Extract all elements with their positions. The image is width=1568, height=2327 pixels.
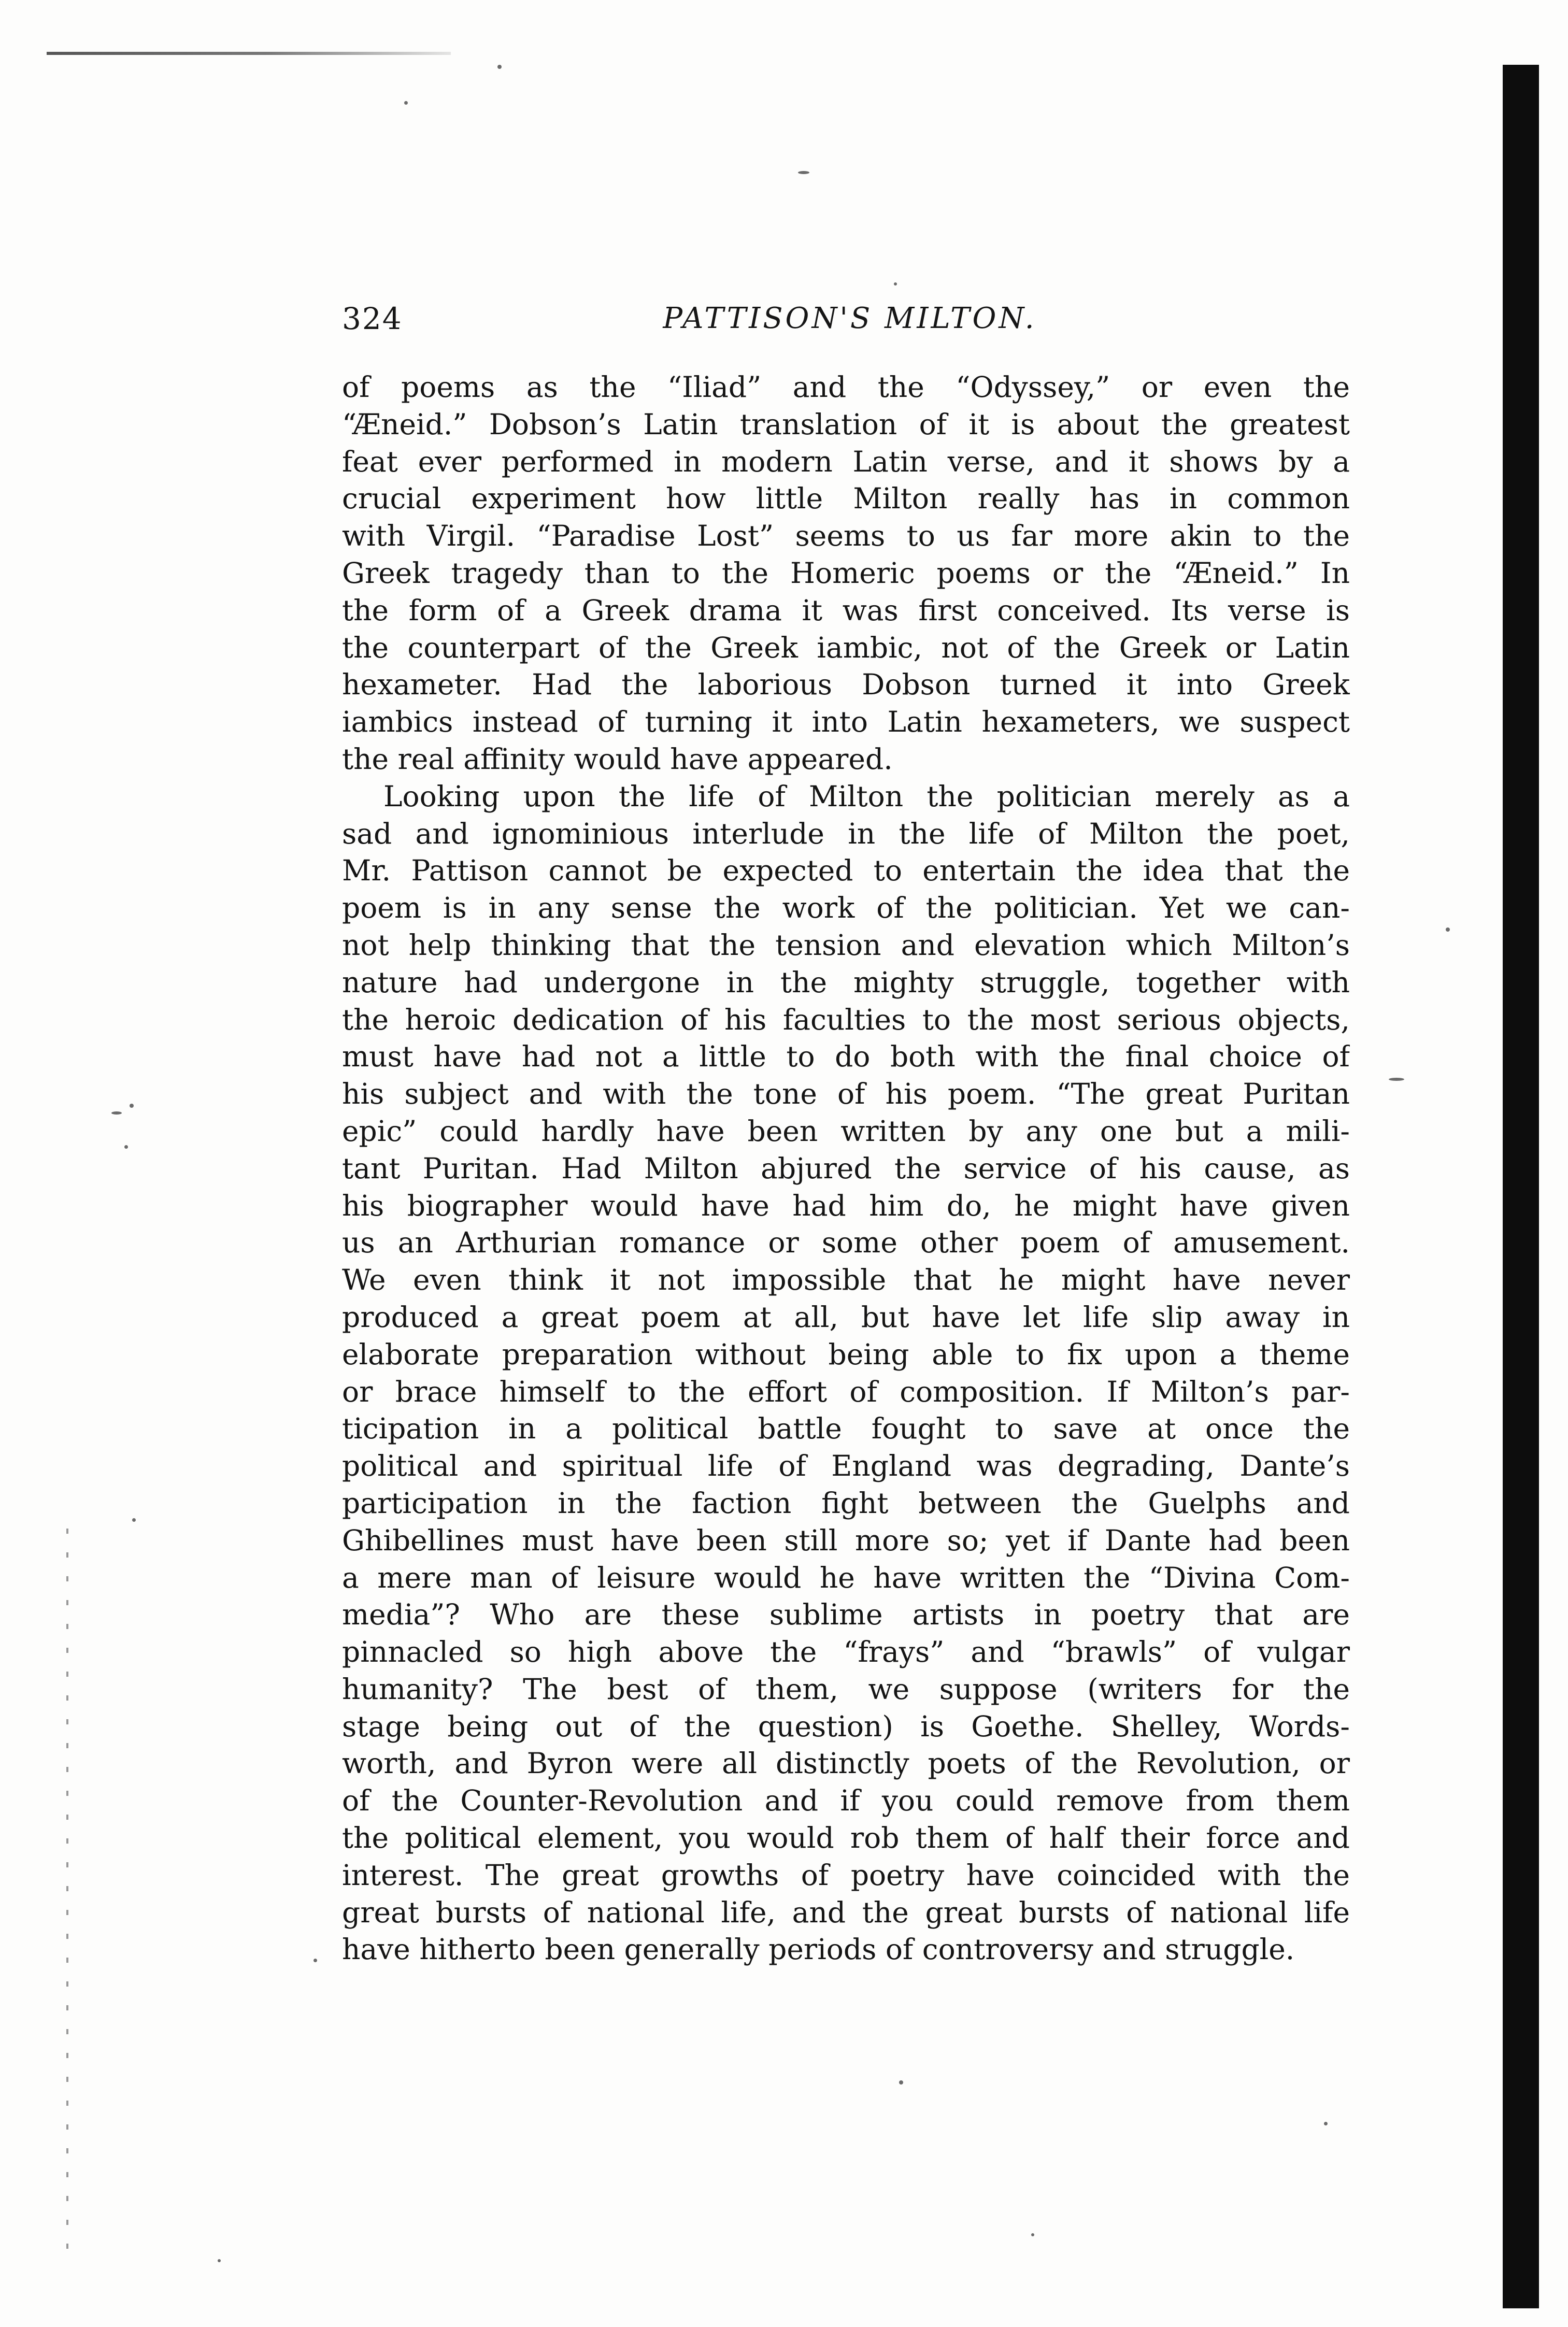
scan-speck [899, 2080, 903, 2085]
text-line: the form of a Greek drama it was first conceived. Its verse is [342, 593, 1350, 627]
binding-shadow-edge [1503, 65, 1539, 2308]
scan-speck [894, 282, 897, 285]
text-line: Mr. Pattison cannot be expected to entertain the idea that the [342, 854, 1350, 888]
scan-speck [124, 1145, 128, 1149]
page-header [342, 298, 1358, 345]
text-line: the political element, you would rob them of half their force and [342, 1821, 1350, 1855]
text-line: interest. The great growths of poetry have coincided with the [342, 1858, 1350, 1892]
body-text [342, 369, 1350, 1968]
text-line: with Virgil. “Paradise Lost” seems to us far more akin to the [342, 519, 1350, 553]
scan-speck [132, 1518, 136, 1522]
text-line: Ghibellines must have been still more so; yet if Dante had been [342, 1523, 1350, 1557]
text-line: poem is in any sense the work of the politician. Yet we can- [342, 891, 1350, 925]
text-line: epic” could hardly have been written by any one but a mili- [342, 1114, 1350, 1148]
text-line: hexameter. Had the laborious Dobson turned it into Greek [342, 668, 1350, 702]
text-line: not help thinking that the tension and elevation which Milton’s [342, 928, 1350, 962]
text-line: of the Counter-Revolution and if you could remove from them [342, 1784, 1350, 1818]
text-line: great bursts of national life, and the great bursts of national life [342, 1895, 1350, 1929]
text-line: We even think it not impossible that he might have never [342, 1263, 1350, 1297]
text-line: worth, and Byron were all distinctly poets of the Revolution, or [342, 1747, 1350, 1780]
scan-speck [1389, 1078, 1404, 1081]
text-line: or brace himself to the effort of composition. If Milton’s par- [342, 1375, 1350, 1408]
text-line: ticipation in a political battle fought to save at once the [342, 1412, 1350, 1446]
text-line: a mere man of leisure would he have written the “Divina Com- [342, 1561, 1350, 1594]
text-line: political and spiritual life of England was degrading, Dante’s [342, 1449, 1350, 1483]
text-line: the heroic dedication of his faculties to the most serious objects, [342, 1003, 1350, 1036]
scan-edge-rule [47, 52, 451, 55]
text-line: have hitherto been generally periods of controversy and struggle. [342, 1933, 1295, 1966]
text-line: the counterpart of the Greek iambic, not of the Greek or Latin [342, 631, 1350, 664]
text-line: participation in the faction fight between the Guelphs and [342, 1486, 1350, 1520]
text-line: produced a great poem at all, but have let life slip away in [342, 1300, 1350, 1334]
text-line: nature had undergone in the mighty struggle, together with [342, 965, 1350, 999]
text-line: crucial experiment how little Milton really has in common [342, 482, 1350, 516]
text-line: media”? Who are these sublime artists in poetry that are [342, 1598, 1350, 1632]
scan-speck [404, 101, 408, 105]
text-line: of poems as the “Iliad” and the “Odyssey,” or even the [342, 370, 1350, 404]
scan-speck [218, 2259, 221, 2262]
text-line: his biographer would have had him do, he might have given [342, 1189, 1350, 1222]
scan-dot-artifacts [66, 1529, 68, 2254]
text-line: humanity? The best of them, we suppose (writers for the [342, 1672, 1350, 1706]
text-line: sad and ignominious interlude in the life of Milton the poet, [342, 817, 1350, 850]
scan-speck [1324, 2122, 1328, 2125]
scan-speck [1031, 2233, 1034, 2236]
text-line: tant Puritan. Had Milton abjured the service of his cause, as [342, 1151, 1350, 1185]
text-line: pinnacled so high above the “frays” and “brawls” of vulgar [342, 1635, 1350, 1669]
scan-speck [1446, 927, 1450, 932]
text-line: “Æneid.” Dobson’s Latin translation of it is about the greatest [342, 407, 1350, 441]
scan-speck [111, 1111, 122, 1115]
text-line: feat ever performed in modern Latin verse, and it shows by a [342, 445, 1350, 478]
scan-speck [313, 1959, 317, 1962]
text-line: us an Arthurian romance or some other poem of amusement. [342, 1226, 1350, 1260]
running-head: PATTISON'S MILTON. [663, 302, 1037, 335]
text-line: iambics instead of turning it into Latin hexameters, we suspect [342, 705, 1350, 739]
page-number: 324 [342, 301, 403, 336]
scan-speck [798, 171, 809, 174]
text-line: Greek tragedy than to the Homeric poems or the “Æneid.” In [342, 556, 1350, 590]
text-line: Looking upon the life of Milton the politician merely as a [383, 779, 1350, 813]
text-line: his subject and with the tone of his poem. “The great Puritan [342, 1077, 1350, 1111]
text-line: elaborate preparation without being able to fix upon a theme [342, 1337, 1350, 1371]
text-line: the real affinity would have appeared. [342, 742, 893, 776]
scan-speck [130, 1104, 134, 1108]
text-line: stage being out of the question) is Goethe. Shelley, Words- [342, 1709, 1350, 1743]
scan-speck [497, 65, 502, 69]
text-line: must have had not a little to do both with the final choice of [342, 1040, 1350, 1074]
